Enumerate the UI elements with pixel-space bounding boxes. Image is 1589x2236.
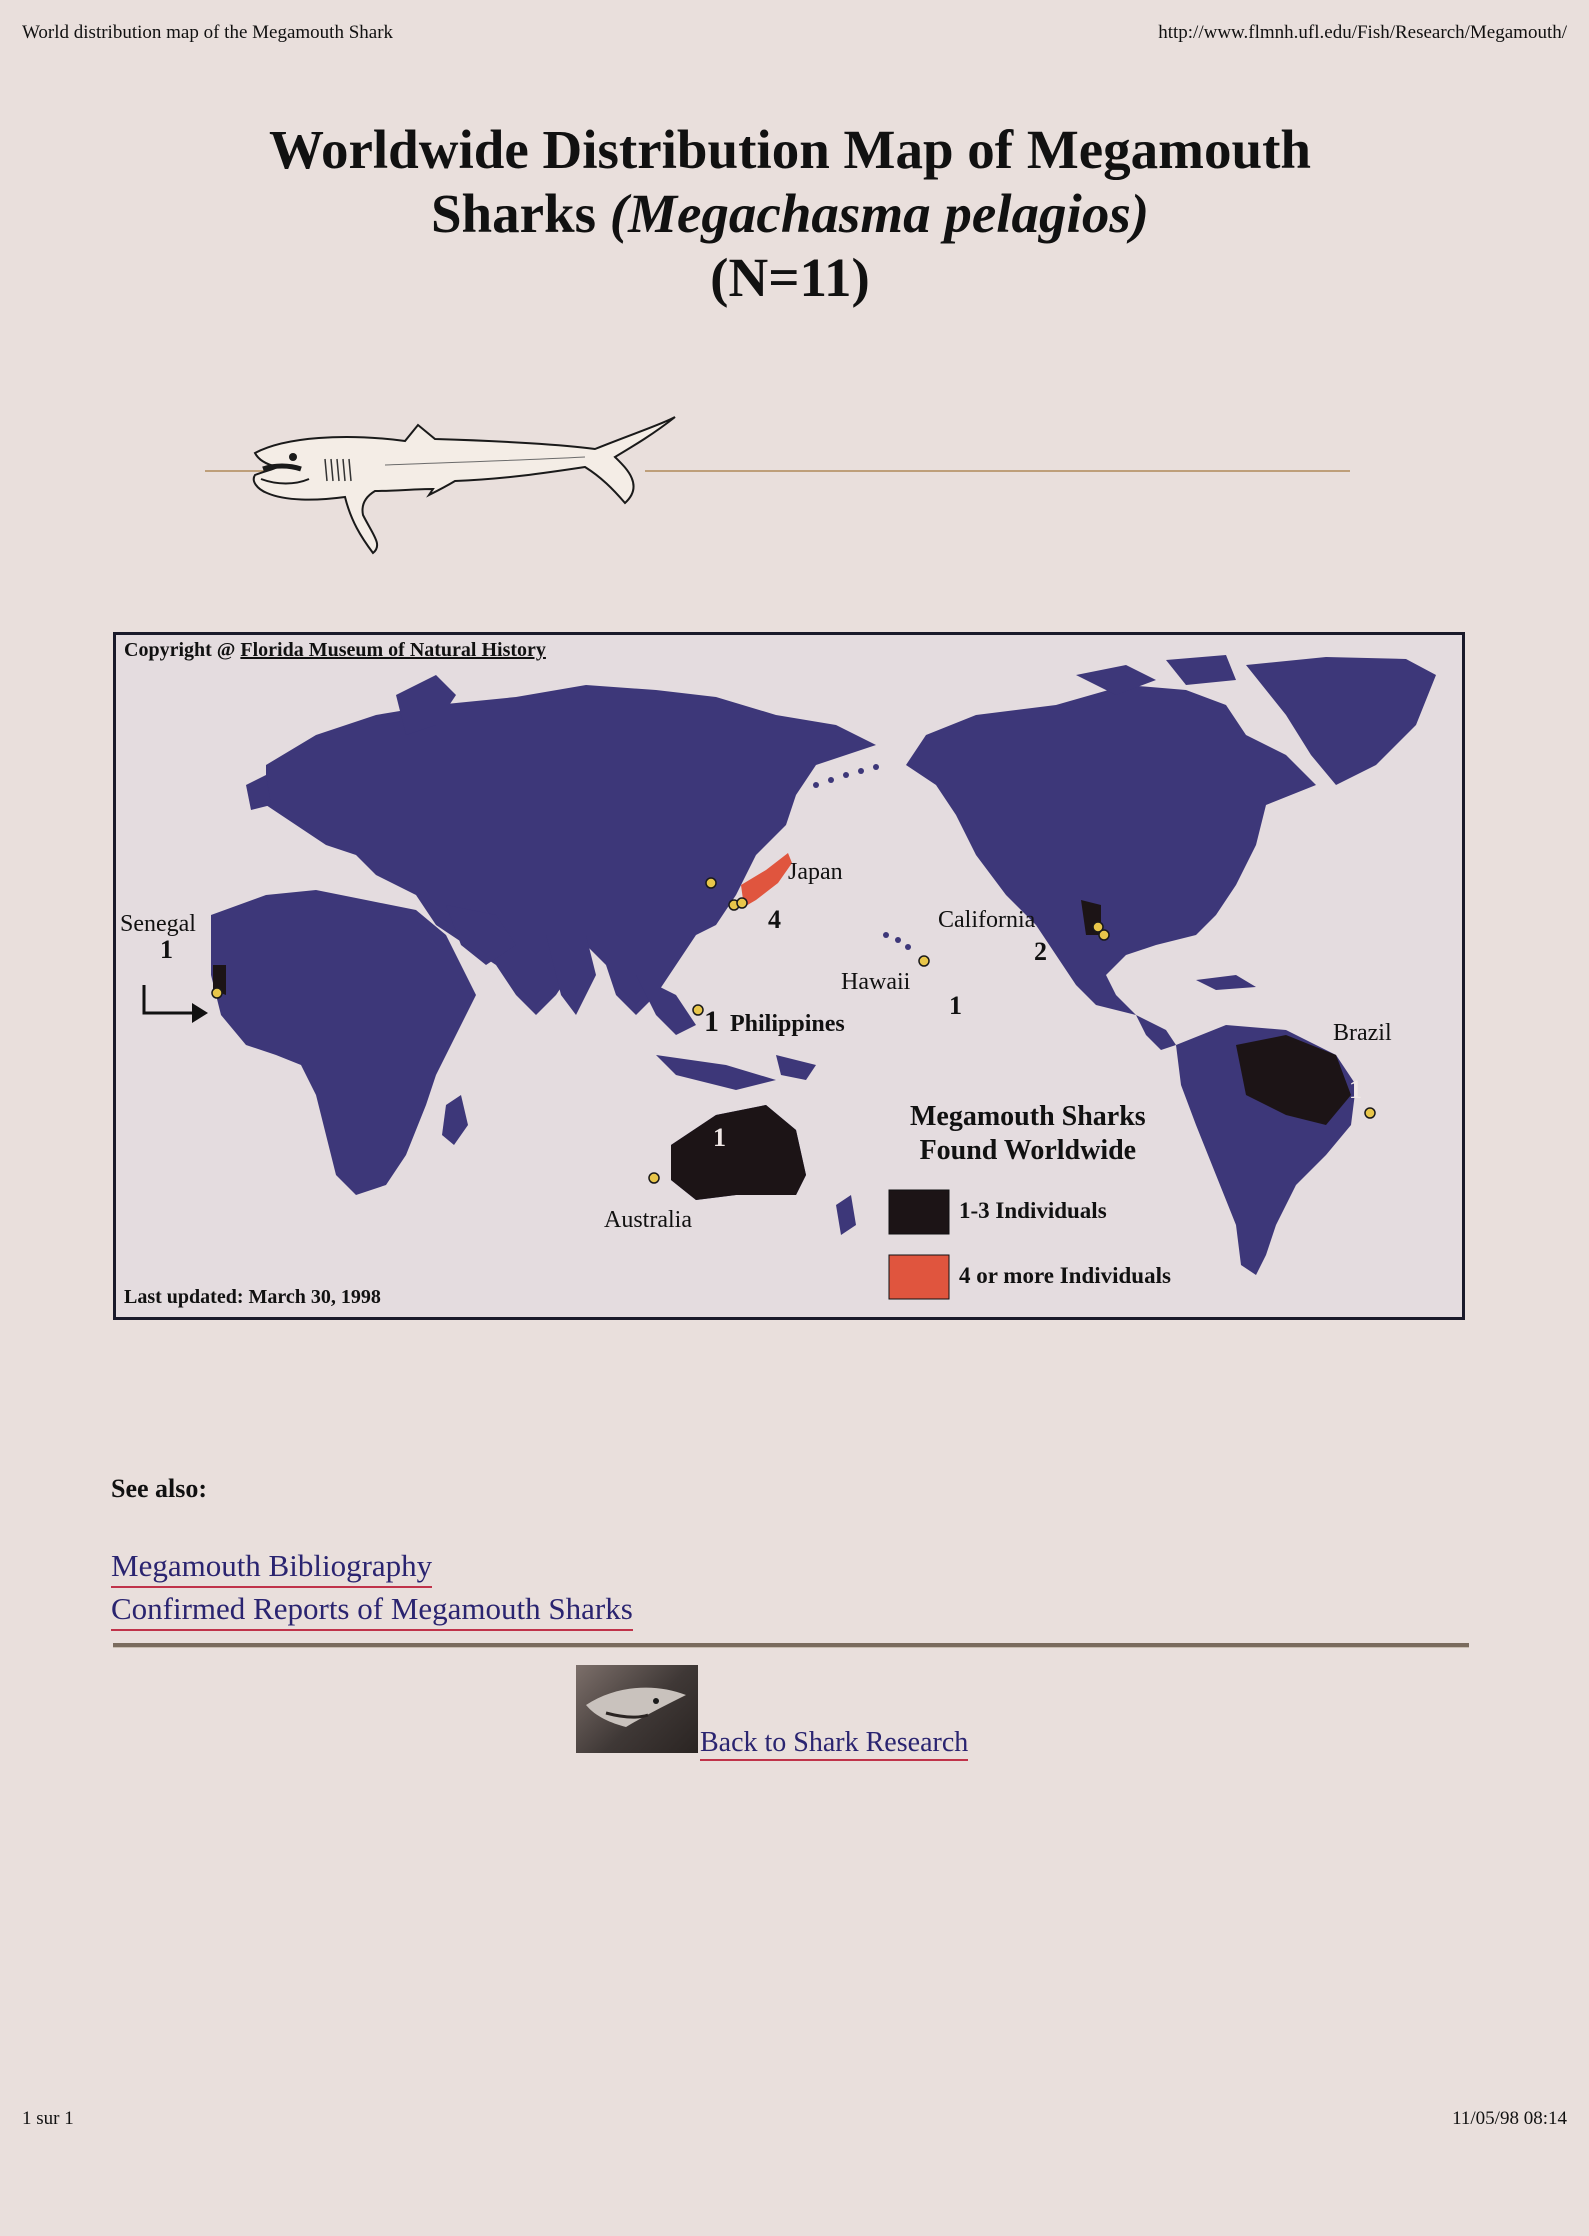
location-label-japan: Japan: [788, 859, 843, 885]
location-label-australia: Australia: [604, 1207, 692, 1233]
location-count-australia: 1: [713, 1123, 726, 1152]
map-last-updated: Last updated: March 30, 1998: [124, 1286, 381, 1308]
title-line-1: Worldwide Distribution Map of Megamouth: [269, 119, 1311, 180]
title-scientific-name: (Megachasma pelagios): [609, 183, 1150, 244]
back-to-shark-research-link[interactable]: Back to Shark Research: [700, 1727, 968, 1761]
megamouth-shark-illustration: [205, 405, 1350, 565]
location-label-hawaii: Hawaii: [841, 969, 911, 995]
map-copyright: [124, 639, 546, 662]
link-megamouth-bibliography[interactable]: Megamouth Bibliography: [111, 1545, 432, 1588]
location-label-brazil: Brazil: [1333, 1020, 1392, 1046]
location-count-brazil: 1: [1349, 1075, 1362, 1104]
page-title: [110, 118, 1470, 310]
location-count-philippines: 1: [704, 1005, 719, 1038]
shark-thumbnail-icon[interactable]: [576, 1665, 698, 1753]
print-header-title: World distribution map of the Megamouth Shark: [22, 22, 394, 43]
distribution-map: [113, 632, 1465, 1320]
location-label-philippines: Philippines: [730, 1011, 845, 1037]
see-also-links: [111, 1545, 633, 1631]
print-footer-page-count: 1 sur 1: [22, 2108, 74, 2129]
legend-item-1-3: 1-3 Individuals: [959, 1198, 1107, 1223]
location-count-california: 2: [1034, 937, 1047, 966]
link-confirmed-reports[interactable]: Confirmed Reports of Megamouth Sharks: [111, 1588, 633, 1631]
location-label-california: California: [938, 907, 1036, 933]
map-legend-title: [910, 1100, 1146, 1168]
print-footer-datetime: 11/05/98 08:14: [1452, 2108, 1567, 2129]
location-count-japan: 4: [768, 905, 781, 934]
section-divider: [113, 1643, 1469, 1648]
location-count-hawaii: 1: [949, 991, 962, 1020]
copyright-link[interactable]: Florida Museum of Natural History: [240, 639, 546, 661]
legend-title-line-2: Found Worldwide: [919, 1135, 1137, 1166]
see-also-heading: See also:: [111, 1474, 208, 1503]
title-line-2-plain: Sharks: [430, 183, 610, 244]
location-label-senegal: Senegal: [120, 911, 196, 937]
location-count-senegal: 1: [160, 935, 173, 964]
legend-item-4-plus: 4 or more Individuals: [959, 1263, 1171, 1288]
legend-title-line-1: Megamouth Sharks: [910, 1101, 1146, 1132]
print-header-url: http://www.flmnh.ufl.edu/Fish/Research/Megamouth/: [1158, 22, 1567, 43]
copyright-prefix: Copyright @: [124, 639, 241, 661]
title-sample-size: (N=11): [710, 247, 870, 308]
